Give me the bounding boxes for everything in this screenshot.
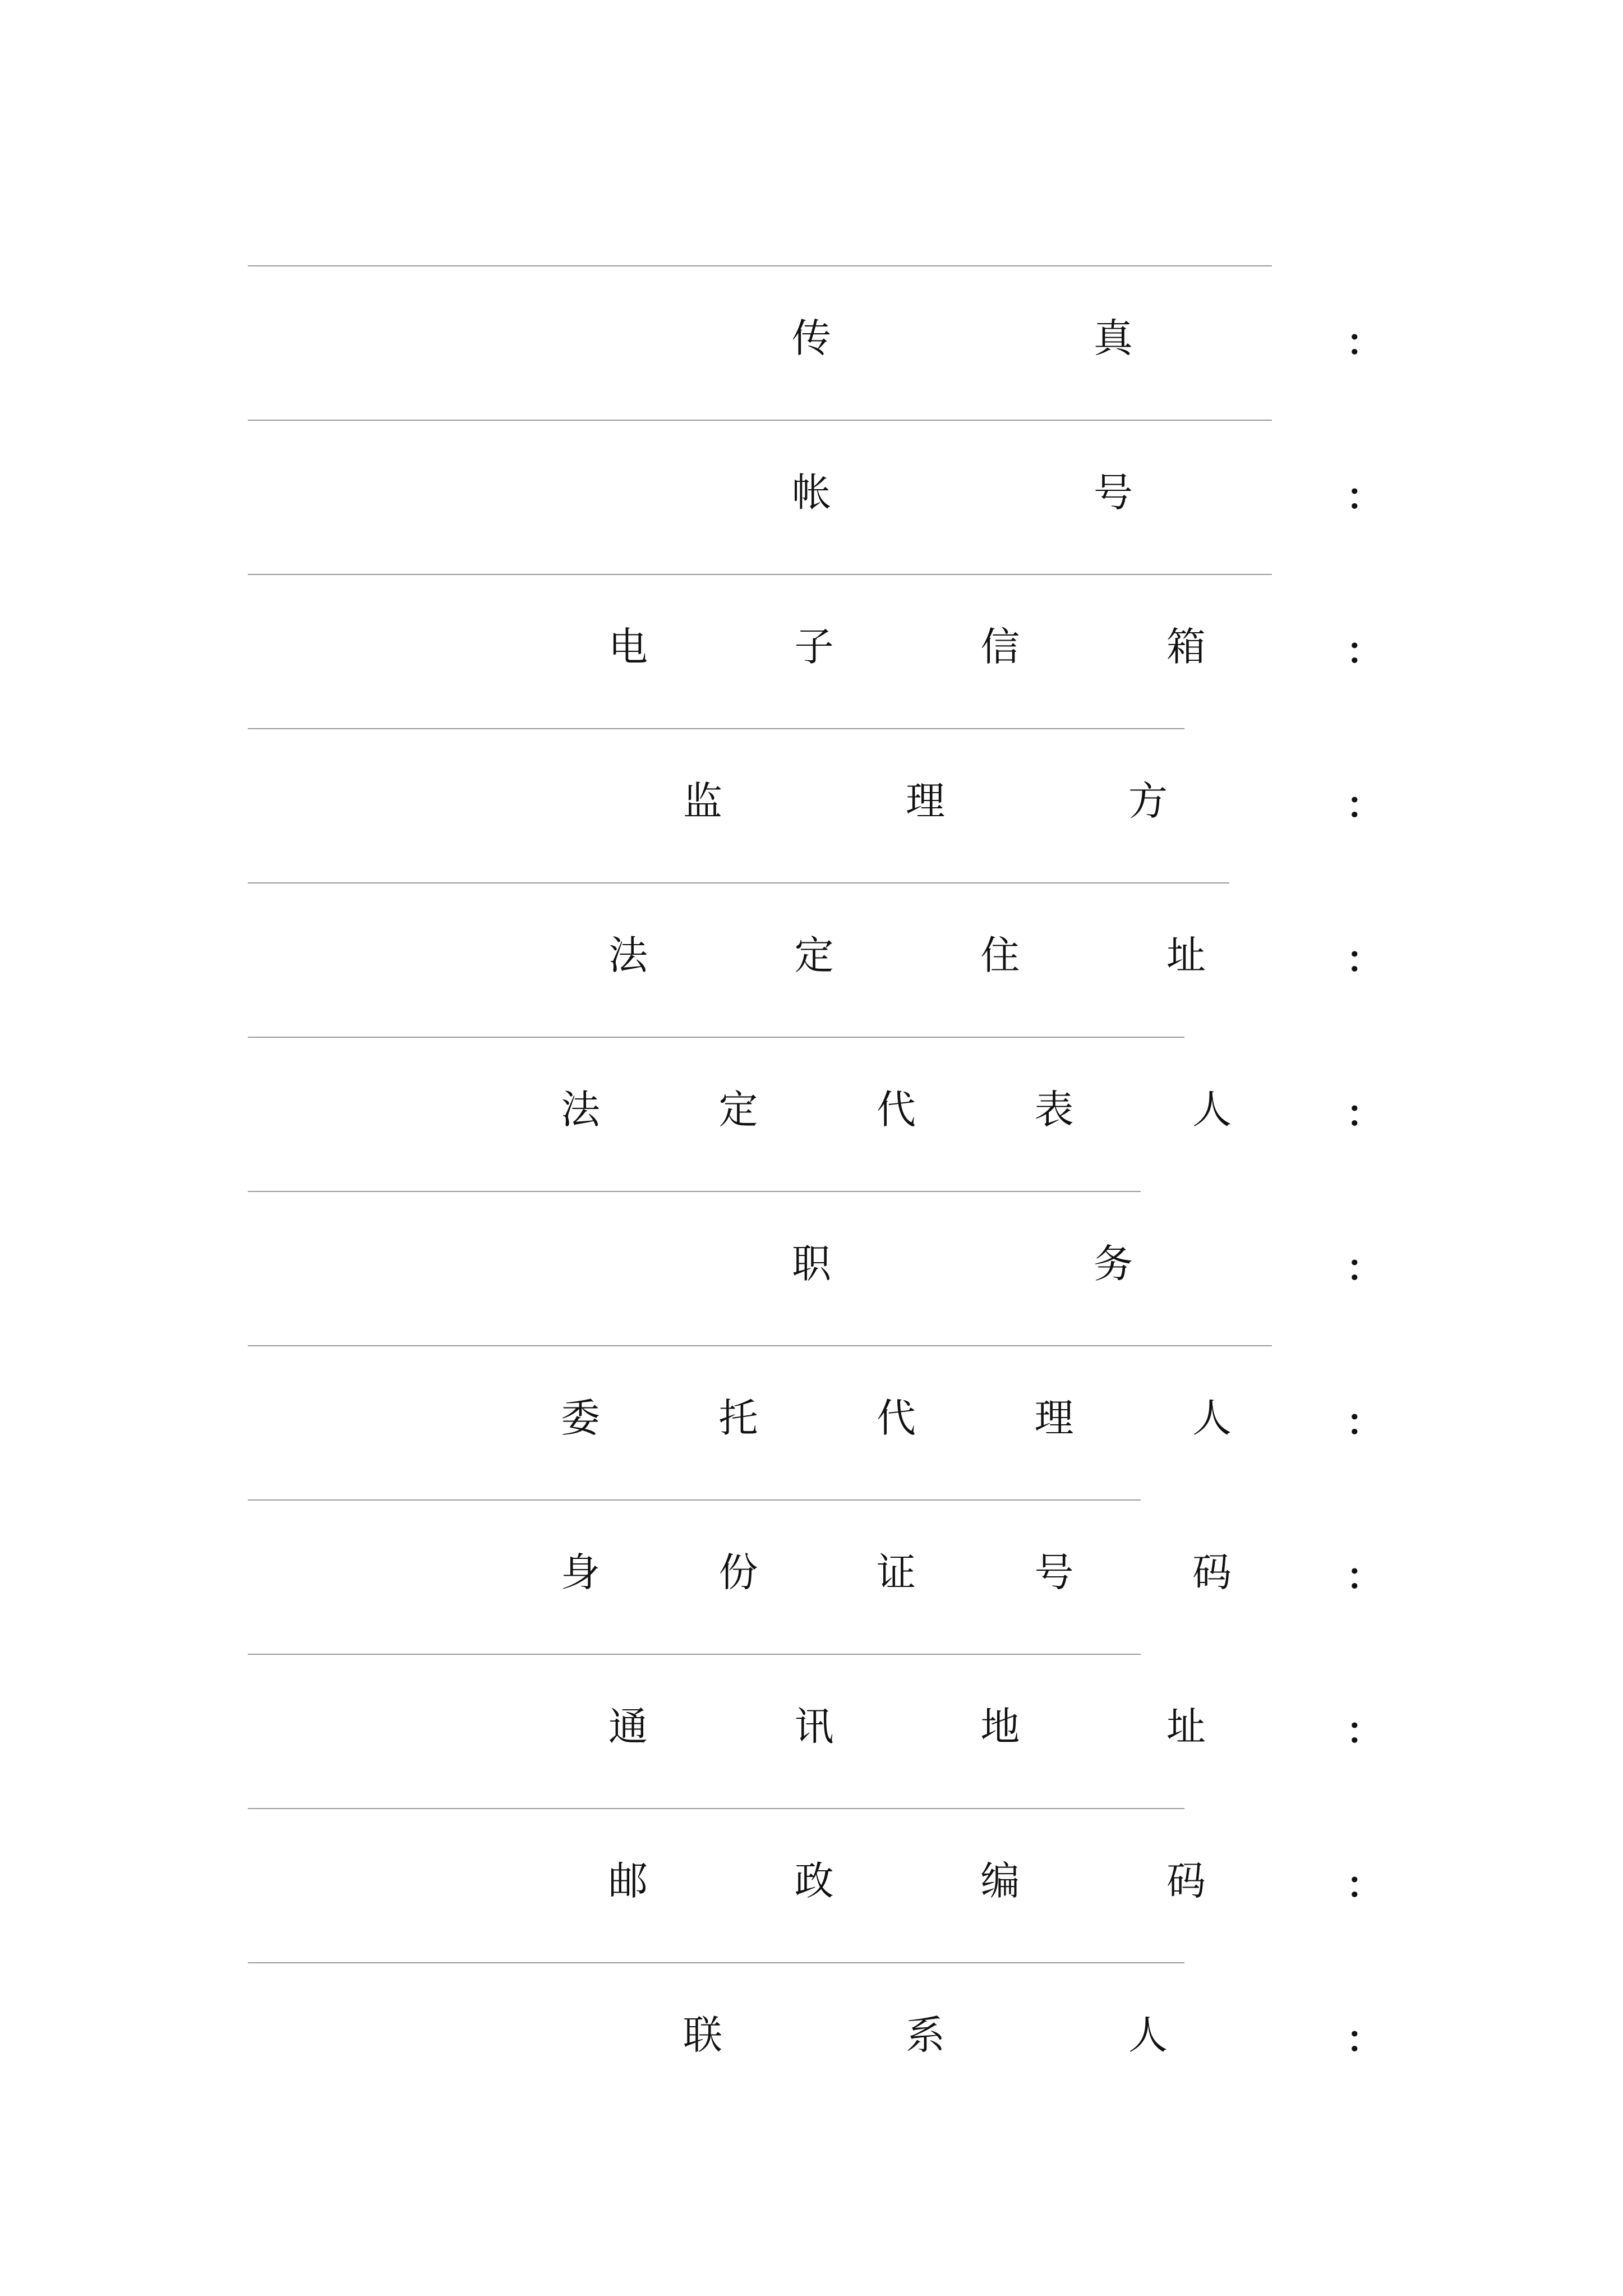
field-label-char: 托 xyxy=(718,1395,758,1441)
field-colon: ： xyxy=(1346,1246,1383,1290)
field-label-char: 地 xyxy=(980,1704,1020,1750)
field-label-char: 通 xyxy=(608,1704,648,1750)
field-label-char: 表 xyxy=(1034,1087,1074,1133)
field-label-char: 委 xyxy=(561,1395,600,1441)
field-colon: ： xyxy=(1346,1092,1383,1135)
field-label-char: 邮 xyxy=(608,1858,648,1904)
fill-in-underline xyxy=(248,574,1272,575)
fill-in-underline xyxy=(248,420,1272,421)
field-colon: ： xyxy=(1346,321,1383,364)
form-field-row xyxy=(0,1345,1623,1499)
field-colon: ： xyxy=(1346,1709,1383,1752)
field-label-char: 号 xyxy=(1094,470,1133,516)
field-label-char: 传 xyxy=(792,315,831,361)
form-field-row xyxy=(0,574,1623,728)
field-label-char: 编 xyxy=(980,1858,1020,1904)
field-colon: ： xyxy=(1346,1555,1383,1598)
form-field-row xyxy=(0,728,1623,882)
field-label-char: 监 xyxy=(683,778,722,824)
field-label-char: 码 xyxy=(1166,1858,1206,1904)
form-field-row xyxy=(0,882,1623,1037)
field-label-char: 定 xyxy=(794,932,834,978)
field-label-char: 帐 xyxy=(792,470,831,516)
field-colon: ： xyxy=(1346,1401,1383,1444)
form-field-row xyxy=(0,1808,1623,1962)
field-label-char: 电 xyxy=(608,624,648,670)
fill-in-underline xyxy=(248,1191,1141,1192)
field-label-char: 联 xyxy=(683,2012,722,2058)
field-label xyxy=(561,1076,1232,1143)
field-label xyxy=(608,613,1206,680)
field-label-char: 子 xyxy=(794,624,834,670)
form-field-row xyxy=(0,265,1623,420)
field-label-char: 址 xyxy=(1166,1704,1206,1750)
field-colon: ： xyxy=(1346,938,1383,981)
field-label-char: 代 xyxy=(877,1087,916,1133)
field-label-char: 码 xyxy=(1192,1549,1232,1595)
field-label-char: 定 xyxy=(718,1087,758,1133)
field-label xyxy=(608,1693,1206,1760)
field-label xyxy=(683,767,1168,835)
field-label-char: 讯 xyxy=(794,1704,834,1750)
form-field-row xyxy=(0,1654,1623,1808)
field-label-char: 人 xyxy=(1192,1395,1232,1441)
field-label-char: 政 xyxy=(794,1858,834,1904)
field-label-char: 真 xyxy=(1094,315,1133,361)
field-label xyxy=(608,1847,1206,1915)
field-label-char: 身 xyxy=(561,1549,600,1595)
field-label-char: 方 xyxy=(1128,778,1168,824)
fill-in-underline xyxy=(248,1808,1184,1809)
field-label-char: 务 xyxy=(1094,1241,1133,1287)
form-field-row xyxy=(0,1499,1623,1654)
field-label-char: 号 xyxy=(1034,1549,1074,1595)
fill-in-underline xyxy=(248,1962,1184,1963)
fill-in-underline xyxy=(248,1037,1184,1038)
field-label xyxy=(792,459,1133,526)
field-label xyxy=(683,2001,1168,2069)
field-label xyxy=(561,1384,1232,1452)
field-label-char: 系 xyxy=(906,2012,945,2058)
field-label-char: 箱 xyxy=(1166,624,1206,670)
field-label-char: 法 xyxy=(561,1087,600,1133)
form-field-row xyxy=(0,1962,1623,2116)
fill-in-underline xyxy=(248,882,1229,884)
fill-in-underline xyxy=(248,265,1272,266)
field-label xyxy=(792,1230,1133,1297)
fill-in-underline xyxy=(248,728,1184,729)
fill-in-underline xyxy=(248,1654,1141,1655)
field-colon: ： xyxy=(1346,784,1383,827)
form-field-row xyxy=(0,1191,1623,1345)
field-label-char: 人 xyxy=(1128,2012,1168,2058)
field-colon: ： xyxy=(1346,2018,1383,2061)
field-label-char: 人 xyxy=(1192,1087,1232,1133)
field-label xyxy=(608,922,1206,989)
field-label-char: 职 xyxy=(792,1241,831,1287)
field-label xyxy=(561,1539,1232,1606)
field-label-char: 理 xyxy=(1034,1395,1074,1441)
field-label-char: 理 xyxy=(906,778,945,824)
field-colon: ： xyxy=(1346,475,1383,518)
form-field-row xyxy=(0,1037,1623,1191)
field-label-char: 信 xyxy=(980,624,1020,670)
form-field-row xyxy=(0,420,1623,574)
field-label-char: 证 xyxy=(877,1549,916,1595)
field-label-char: 法 xyxy=(608,932,648,978)
field-colon: ： xyxy=(1346,1864,1383,1907)
fill-in-underline xyxy=(248,1499,1141,1501)
field-colon: ： xyxy=(1346,629,1383,673)
fill-in-underline xyxy=(248,1345,1272,1346)
field-label-char: 份 xyxy=(718,1549,758,1595)
field-label-char: 代 xyxy=(877,1395,916,1441)
field-label-char: 住 xyxy=(980,932,1020,978)
field-label xyxy=(792,305,1133,372)
field-label-char: 址 xyxy=(1166,932,1206,978)
